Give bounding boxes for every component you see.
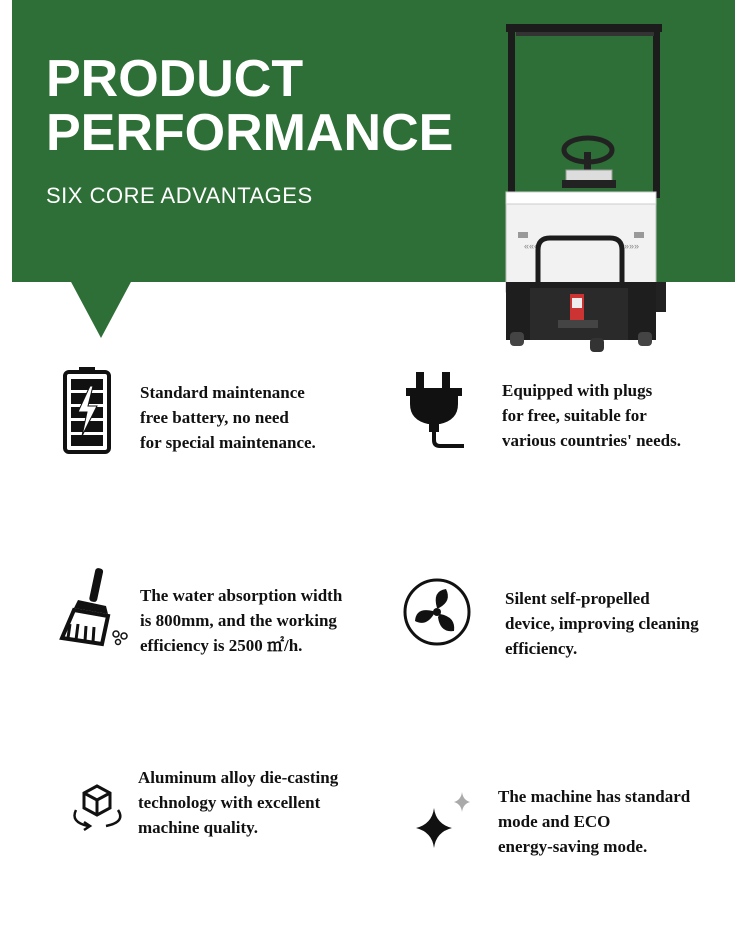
sparkle-icon (410, 790, 476, 852)
feature-silent-text: Silent self-propelled device, improving cleaning efficiency. (505, 589, 699, 658)
cube-rotate-icon (68, 782, 126, 834)
fan-icon (402, 577, 472, 647)
title-line-2: PERFORMANCE (46, 104, 454, 162)
svg-text:«««: ««« (524, 241, 540, 251)
page-subtitle: SIX CORE ADVANTAGES (46, 183, 313, 208)
svg-text:»»»: »»» (624, 241, 640, 251)
title-line-1: PRODUCT (46, 50, 304, 108)
banner-pointer (70, 280, 132, 338)
feature-battery-text: Standard maintenance free battery, no need for special maintenance. (140, 383, 316, 452)
plug-icon (402, 370, 466, 450)
feature-aluminum-text: Aluminum alloy die-casting technology with excellent machine quality. (138, 768, 339, 837)
page-title (46, 52, 453, 160)
feature-eco-text: The machine has standard mode and ECO energy-saving mode. (498, 787, 691, 856)
brush-icon (58, 566, 132, 650)
scrubber-machine-image (498, 20, 674, 356)
battery-icon (62, 366, 112, 454)
feature-plug-text: Equipped with plugs for free, suitable for various countries' needs. (502, 381, 681, 450)
feature-width-text: The water absorption width is 800mm, and the working efficiency is 2500 ㎡/h. (140, 586, 343, 655)
